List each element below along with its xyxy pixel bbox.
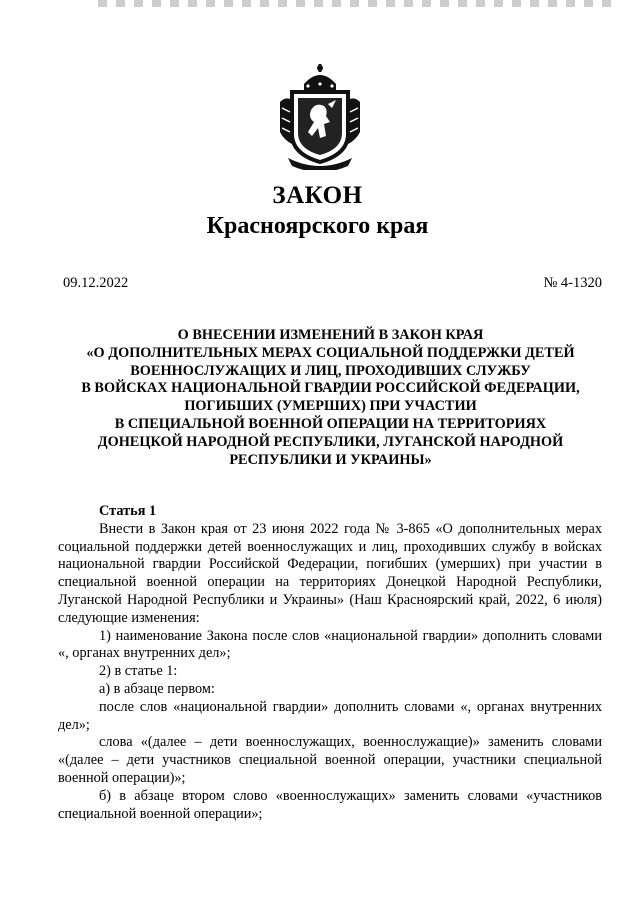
coat-of-arms-icon — [278, 62, 362, 170]
paragraph: после слов «национальной гвардии» дополнить словами «, органах внутренних дел»; — [58, 698, 602, 733]
paragraph: 1) наименование Закона после слов «национальной гвардии» дополнить словами «, органах внутренних дел»; — [58, 627, 602, 662]
scan-artifact-strip — [98, 0, 618, 7]
heading-line: «О ДОПОЛНИТЕЛЬНЫХ МЕРАХ СОЦИАЛЬНОЙ ПОДДЕРЖКИ ДЕТЕЙ — [86, 344, 575, 361]
region-subtitle: Красноярского края — [206, 213, 429, 239]
heading-line: В СПЕЦИАЛЬНОЙ ВОЕННОЙ ОПЕРАЦИИ НА ТЕРРИТОРИЯХ — [114, 415, 547, 432]
paragraph: слова «(далее – дети военнослужащих, военнослужащие)» заменить словами «(далее – дети участников специальной военной операции, участники специальной военной операции)»; — [58, 734, 602, 786]
law-heading — [58, 327, 603, 469]
document-body — [58, 503, 602, 823]
article-title: Статья 1 — [99, 503, 157, 519]
heading-line: РЕСПУБЛИКИ И УКРАИНЫ» — [229, 451, 432, 468]
heading-line: О ВНЕСЕНИИ ИЗМЕНЕНИЙ В ЗАКОН КРАЯ — [177, 327, 484, 343]
paragraph: Внести в Закон края от 23 июня 2022 года № 3-865 «О дополнительных мерах социальной поддержки детей военнослужащих и лиц, проходивших службу в войсках национальной гвардии Российской Федерации, погибших (умерших) при участии в специальной военной операции на территориях Донецкой Народной Республики, Луганской Народной Республики и Украины» (Наш Красноярский край, 2022, 6 июля) следующие изменения: — [58, 520, 602, 626]
document-date: 09.12.2022 — [63, 275, 129, 291]
paragraph: а) в абзаце первом: — [99, 680, 215, 697]
document-type-title: ЗАКОН — [272, 182, 363, 209]
paragraph: 2) в статье 1: — [99, 663, 178, 680]
heading-line: ДОНЕЦКОЙ НАРОДНОЙ РЕСПУБЛИКИ, ЛУГАНСКОЙ НАРОДНОЙ — [97, 433, 564, 450]
paragraph: б) в абзаце втором слово «военнослужащих» заменить словами «участников специальной военной операции»; — [58, 787, 602, 822]
heading-line: ВОЕННОСЛУЖАЩИХ И ЛИЦ, ПРОХОДИВШИХ СЛУЖБУ — [130, 362, 531, 379]
document-number: № 4-1320 — [543, 275, 602, 291]
heading-line: ПОГИБШИХ (УМЕРШИХ) ПРИ УЧАСТИИ — [184, 398, 477, 415]
heading-line: В ВОЙСКАХ НАЦИОНАЛЬНОЙ ГВАРДИИ РОССИЙСКОЙ ФЕДЕРАЦИИ, — [81, 380, 580, 397]
